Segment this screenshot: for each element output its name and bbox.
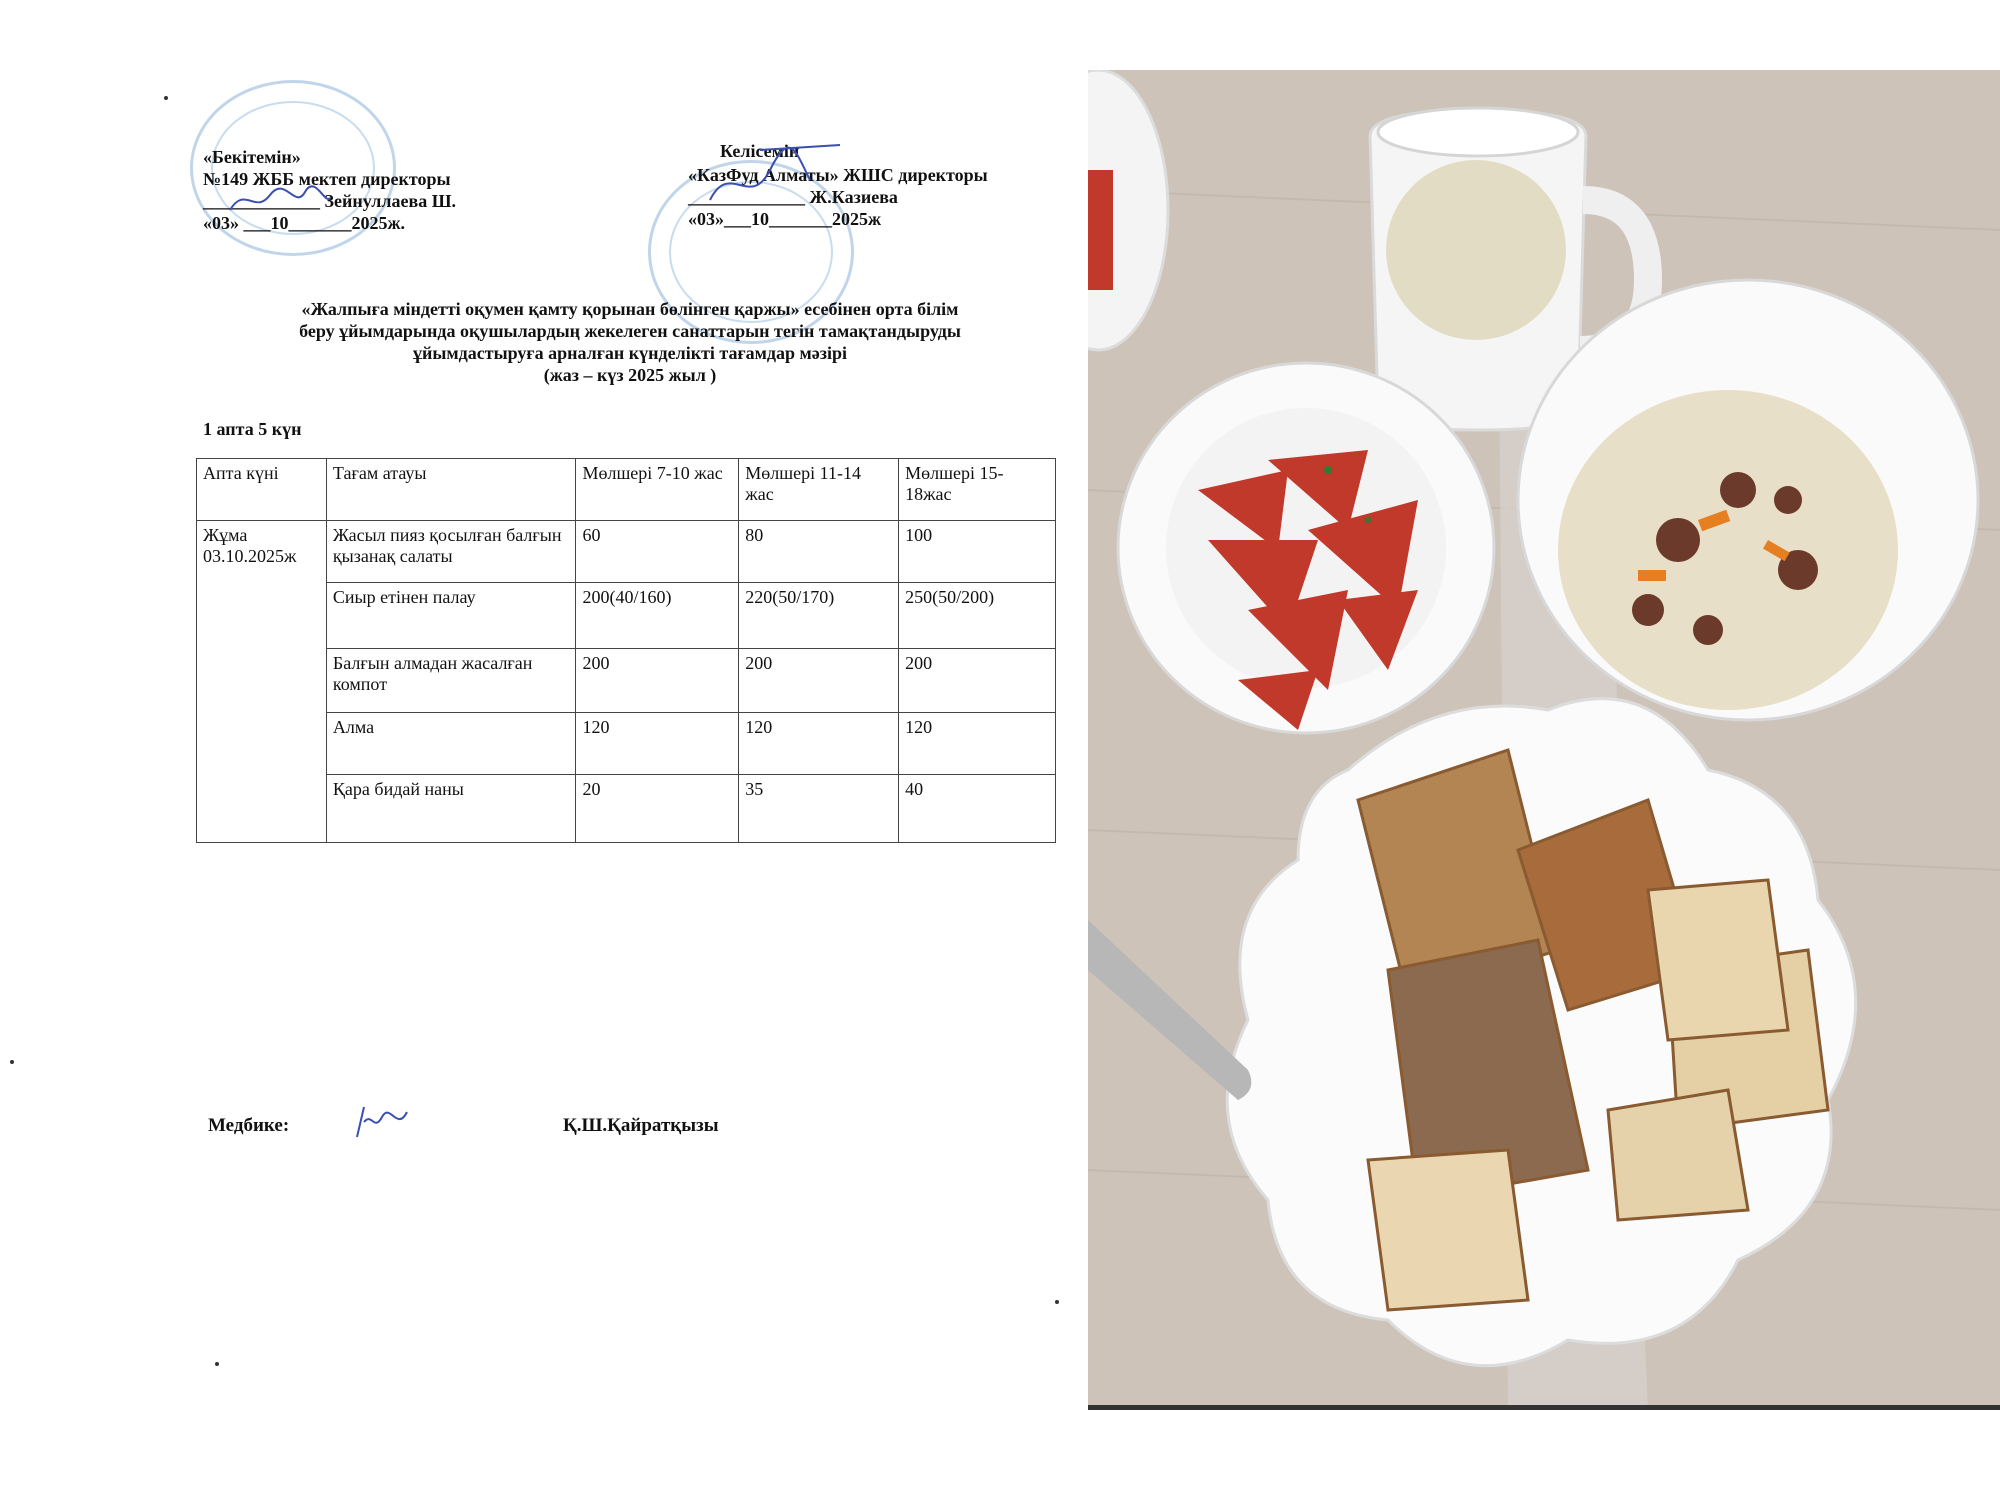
title-line: беру ұйымдарында оқушылардың жекелеген санаттарын тегін тамақтандыруды [299,321,961,341]
scan-speck [164,96,168,100]
portion-cell: 20 [576,775,739,843]
table-header-row [197,459,1056,521]
portion-cell: 80 [739,521,899,583]
meal-photo [1088,70,2000,1410]
approval-right-name: _____________ Ж.Казиева [688,187,898,207]
dish-cell: Сиыр етінен палау [326,583,576,649]
portion-cell: 120 [899,713,1056,775]
nurse-signature [352,1102,412,1142]
portion-cell: 60 [576,521,739,583]
nurse-label: Медбике: [208,1115,290,1136]
dish-cell: Жасыл пияз қосылған балғын қызанақ салаты [326,521,576,583]
dish-cell: Алма [326,713,576,775]
portion-cell: 100 [899,521,1056,583]
dish-cell: Қара бидай наны [326,775,576,843]
approval-left-date: «03» ___10_______2025ж. [203,213,406,233]
header-cell: Мөлшері 11-14 жас [739,459,899,521]
salad-bowl [1118,363,1494,733]
portion-cell: 220(50/170) [739,583,899,649]
approval-right-date: «03»___10_______2025ж [688,209,882,229]
portion-cell: 120 [576,713,739,775]
header-cell: Мөлшері 7-10 жас [576,459,739,521]
portion-cell: 250(50/200) [899,583,1056,649]
dish-cell: Балғын алмадан жасалған компот [326,649,576,713]
approval-left-role: №149 ЖББ мектеп директоры [203,169,451,189]
company-signature [700,140,850,220]
header-cell: Апта күні [197,459,327,521]
title-line: ұйымдастыруға арналған күнделікті тағамдар мәзірі [412,343,848,363]
scan-speck [215,1362,219,1366]
meal-photo-drawing [1088,70,2000,1410]
approval-right-role: «КазФуд Алматы» ЖШС директоры [688,165,988,185]
day-cell: Жұма 03.10.2025ж [197,521,327,843]
director-signature [225,180,335,220]
table-row [197,521,1056,583]
portion-cell: 120 [739,713,899,775]
document-title [230,298,1030,386]
portion-cell: 35 [739,775,899,843]
approval-right-title: Келісемін [720,141,800,161]
header-cell: Тағам атауы [326,459,576,521]
portion-cell: 40 [899,775,1056,843]
menu-table [196,458,1056,843]
week-day-label: 1 апта 5 күн [203,419,302,439]
scan-speck [10,1060,14,1064]
portion-cell: 200(40/160) [576,583,739,649]
approval-left-name: _____________ Зейнуллаева Ш. [203,191,456,211]
portion-cell: 200 [899,649,1056,713]
portion-cell: 200 [739,649,899,713]
header-cell: Мөлшері 15-18жас [899,459,1056,521]
nurse-name: Қ.Ш.Қайратқызы [563,1115,719,1136]
approval-left-title: «Бекітемін» [203,147,301,167]
portion-cell: 200 [576,649,739,713]
side-bowl-tomato [1088,170,1113,290]
title-line: (жаз – күз 2025 жыл ) [543,365,717,385]
title-line: «Жалпыға міндетті оқумен қамту қорынан бөлінген қаржы» есебінен орта білім [301,299,959,319]
photo-edge [1088,1405,2000,1410]
rice-bowl [1518,280,1978,720]
scan-speck [1055,1300,1059,1304]
